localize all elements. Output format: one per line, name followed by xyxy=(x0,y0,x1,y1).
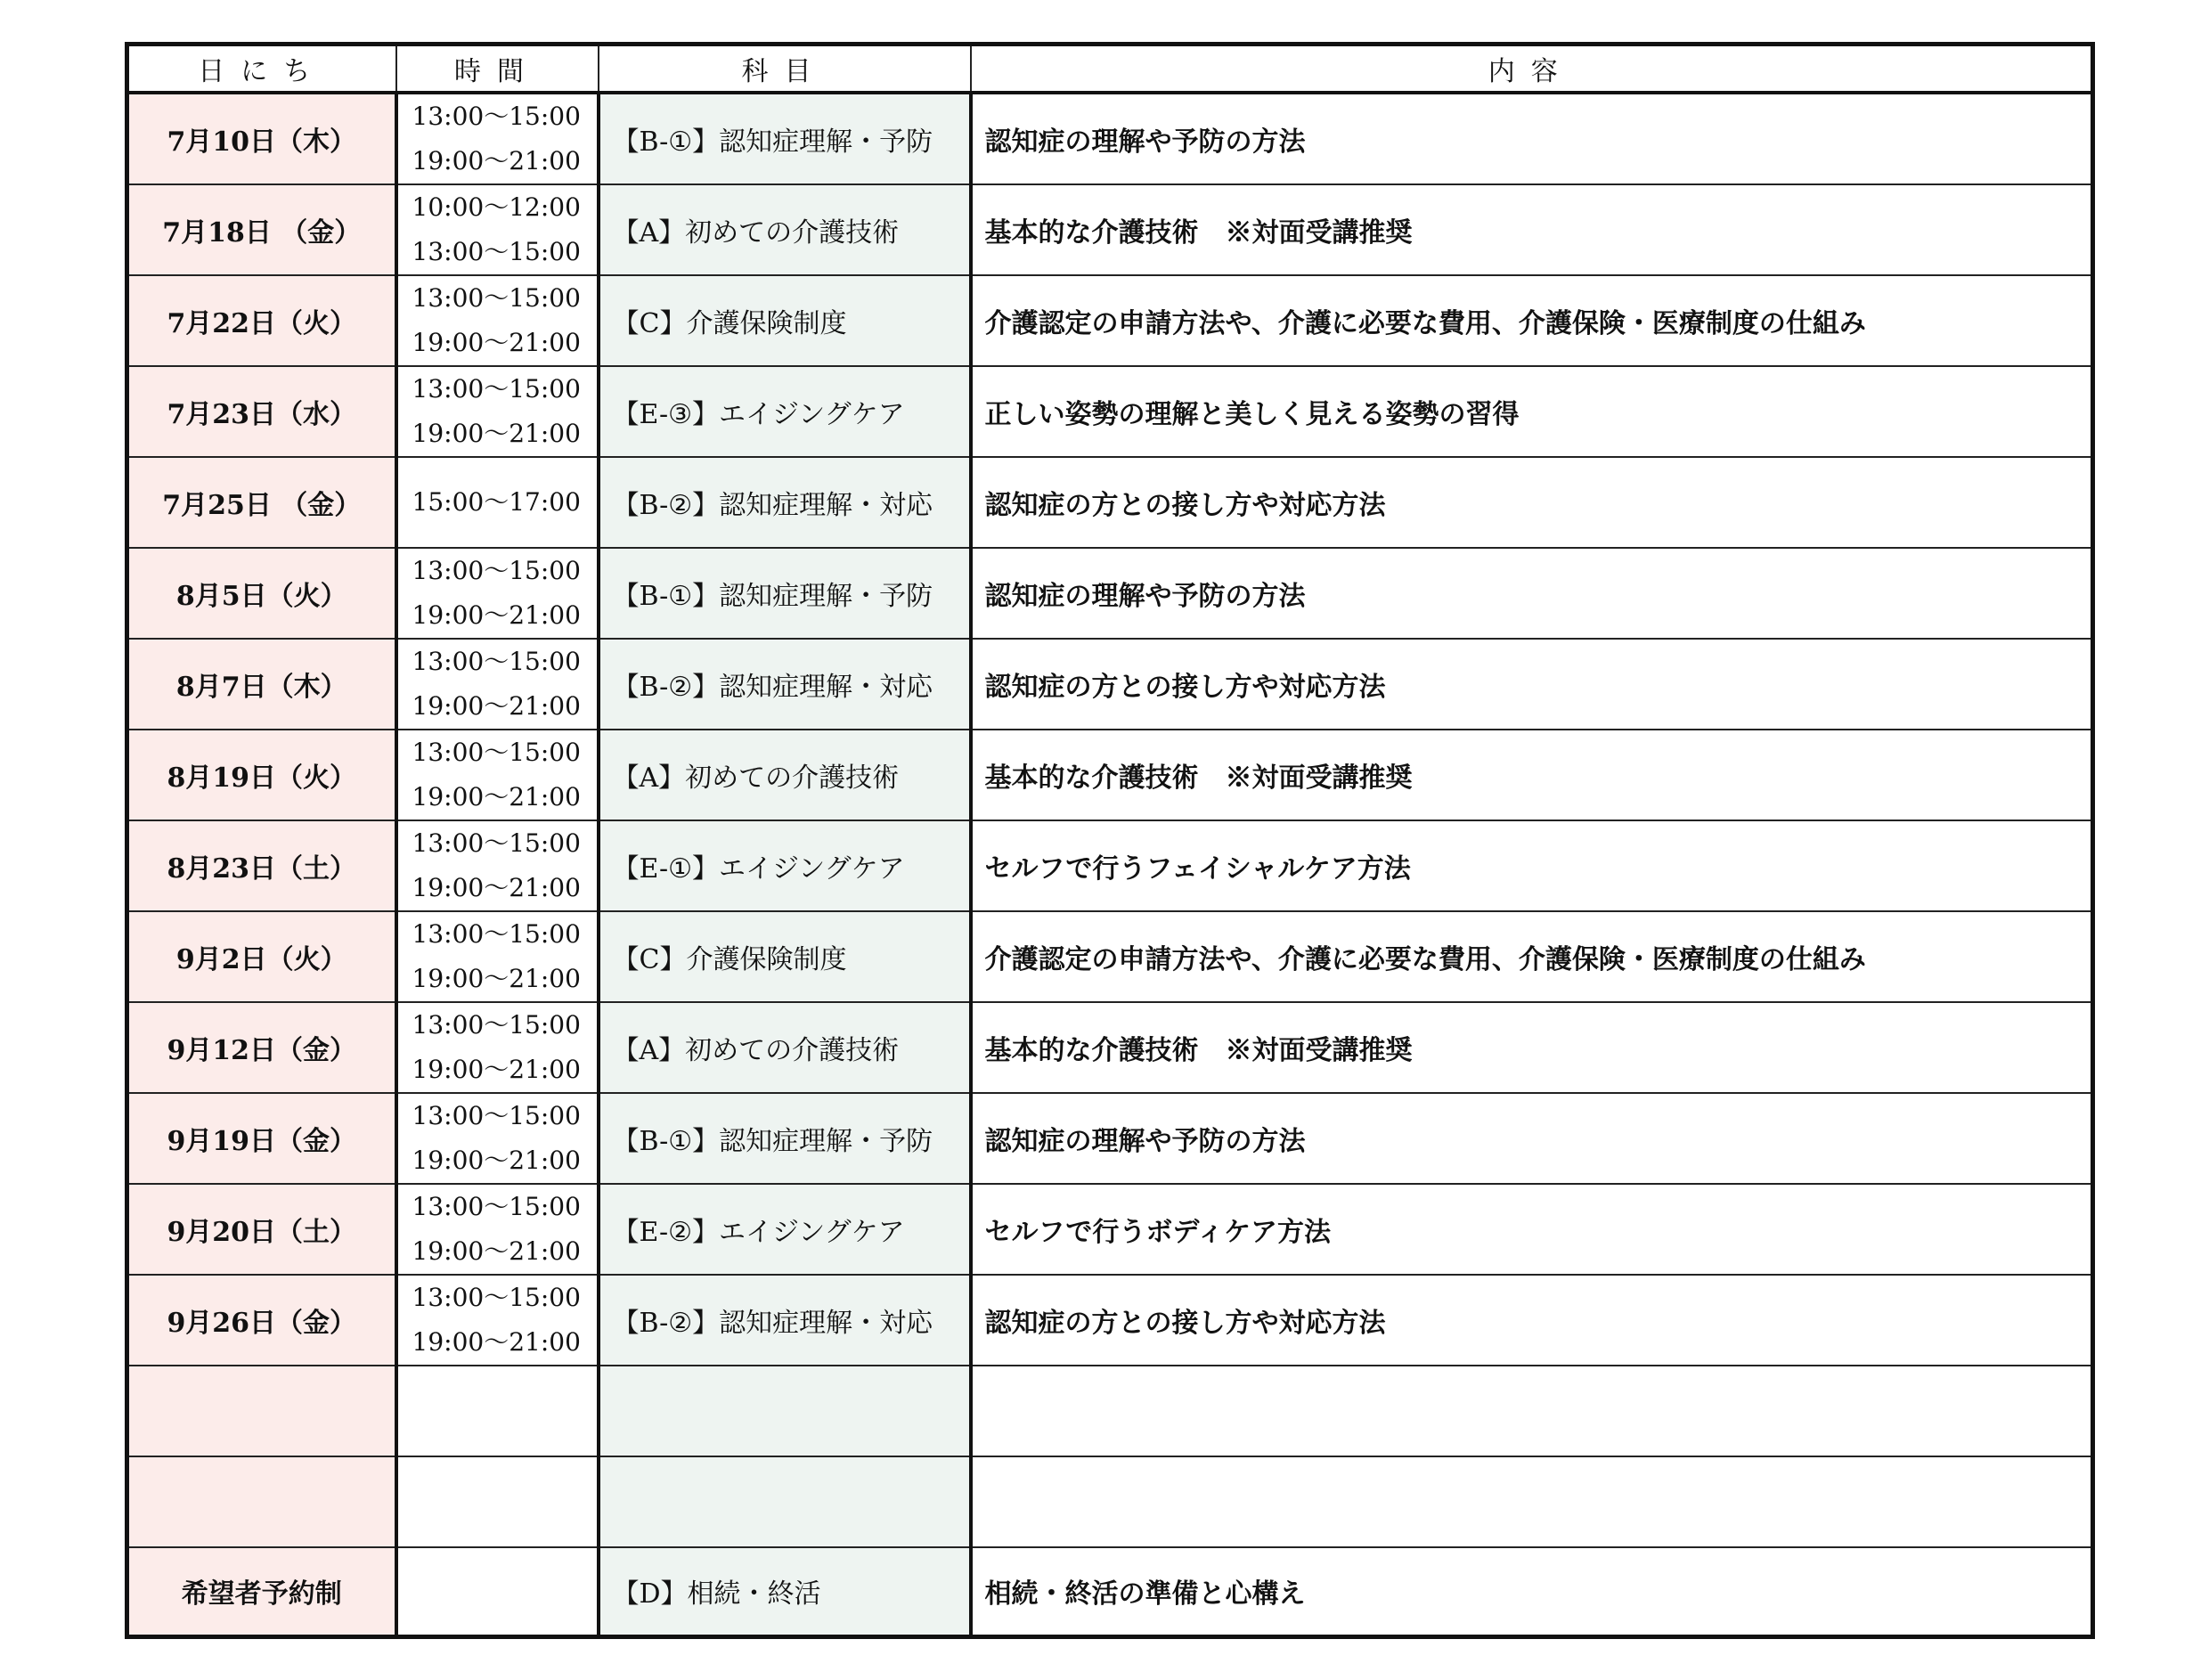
cell-subject: 【B-①】認知症理解・予防 xyxy=(599,1093,971,1184)
cell-time xyxy=(396,1275,599,1366)
cell-content: 介護認定の申請方法や、介護に必要な費用、介護保険・医療制度の仕組み xyxy=(971,911,2093,1002)
time-slot-2: 19:00～21:00 xyxy=(412,1236,581,1266)
header-row xyxy=(127,45,2093,94)
cell-content: 認知症の理解や予防の方法 xyxy=(971,93,2093,184)
cell-content: 認知症の方との接し方や対応方法 xyxy=(971,457,2093,548)
cell-date: 8月7日（木） xyxy=(127,639,396,730)
cell-subject: 【B-②】認知症理解・対応 xyxy=(599,639,971,730)
cell-subject: 【C】介護保険制度 xyxy=(599,911,971,1002)
time-slot-2: 19:00～21:00 xyxy=(412,964,581,993)
time-slot-2: 19:00～21:00 xyxy=(412,782,581,811)
cell-subject: 【A】初めての介護技術 xyxy=(599,184,971,275)
cell-subject xyxy=(599,1456,971,1547)
time-slot-1: 13:00～15:00 xyxy=(412,1192,581,1221)
cell-subject: 【E-②】エイジングケア xyxy=(599,1184,971,1275)
cell-time xyxy=(396,1456,599,1547)
cell-content: 正しい姿勢の理解と美しく見える姿勢の習得 xyxy=(971,366,2093,457)
time-slot-2: 19:00～21:00 xyxy=(412,328,581,357)
time-slot-1: 13:00～15:00 xyxy=(412,828,581,858)
cell-subject: 【B-①】認知症理解・予防 xyxy=(599,93,971,184)
table-row xyxy=(127,1275,2093,1366)
cell-subject: 【D】相続・終活 xyxy=(599,1547,971,1636)
cell-content: 介護認定の申請方法や、介護に必要な費用、介護保険・医療制度の仕組み xyxy=(971,275,2093,366)
time-slot-2: 19:00～21:00 xyxy=(412,1146,581,1175)
time-slot-1: 15:00～17:00 xyxy=(412,487,581,517)
time-slot-1: 13:00～15:00 xyxy=(412,1010,581,1040)
cell-date: 8月19日（火） xyxy=(127,730,396,820)
table-row xyxy=(127,1547,2093,1636)
cell-time xyxy=(396,93,599,184)
cell-subject: 【B-②】認知症理解・対応 xyxy=(599,457,971,548)
time-slot-1: 13:00～15:00 xyxy=(412,738,581,767)
cell-time xyxy=(396,1547,599,1636)
time-slot-1: 13:00～15:00 xyxy=(412,647,581,676)
table-row xyxy=(127,184,2093,275)
table-row xyxy=(127,1456,2093,1547)
cell-date xyxy=(127,1456,396,1547)
cell-time xyxy=(396,184,599,275)
cell-time xyxy=(396,1184,599,1275)
cell-time xyxy=(396,1366,599,1456)
table-row xyxy=(127,639,2093,730)
cell-time xyxy=(396,820,599,911)
table-row xyxy=(127,911,2093,1002)
cell-content: 基本的な介護技術 ※対面受講推奨 xyxy=(971,184,2093,275)
cell-subject xyxy=(599,1366,971,1456)
table-row xyxy=(127,1002,2093,1093)
table-row xyxy=(127,457,2093,548)
time-slot-1: 10:00～12:00 xyxy=(412,192,581,222)
table-row xyxy=(127,1093,2093,1184)
table-row xyxy=(127,548,2093,639)
cell-time xyxy=(396,457,599,548)
time-slot-1: 13:00～15:00 xyxy=(412,919,581,949)
cell-time xyxy=(396,548,599,639)
cell-time xyxy=(396,1002,599,1093)
cell-time xyxy=(396,366,599,457)
header-subject: 科目 xyxy=(599,45,971,94)
cell-content: セルフで行うボディケア方法 xyxy=(971,1184,2093,1275)
cell-date: 7月23日（水） xyxy=(127,366,396,457)
time-slot-1: 13:00～15:00 xyxy=(412,102,581,131)
cell-subject: 【B-②】認知症理解・対応 xyxy=(599,1275,971,1366)
cell-date: 9月26日（金） xyxy=(127,1275,396,1366)
table-row xyxy=(127,1184,2093,1275)
cell-time xyxy=(396,639,599,730)
cell-subject: 【A】初めての介護技術 xyxy=(599,1002,971,1093)
cell-time xyxy=(396,730,599,820)
table-row xyxy=(127,275,2093,366)
table-row xyxy=(127,93,2093,184)
header-content: 内容 xyxy=(971,45,2093,94)
time-slot-1: 13:00～15:00 xyxy=(412,1283,581,1312)
table-row xyxy=(127,366,2093,457)
cell-date: 7月18日 （金） xyxy=(127,184,396,275)
schedule-header xyxy=(127,45,2093,94)
cell-time xyxy=(396,275,599,366)
cell-date: 7月10日（木） xyxy=(127,93,396,184)
cell-time xyxy=(396,911,599,1002)
cell-content: 認知症の理解や予防の方法 xyxy=(971,548,2093,639)
cell-date: 希望者予約制 xyxy=(127,1547,396,1636)
cell-date: 9月12日（金） xyxy=(127,1002,396,1093)
schedule-body xyxy=(127,93,2093,1636)
header-date: 日にち xyxy=(127,45,396,94)
time-slot-2: 19:00～21:00 xyxy=(412,873,581,902)
cell-subject: 【E-①】エイジングケア xyxy=(599,820,971,911)
table-row xyxy=(127,730,2093,820)
time-slot-1: 13:00～15:00 xyxy=(412,556,581,585)
time-slot-2: 19:00～21:00 xyxy=(412,419,581,448)
schedule-table xyxy=(125,42,2095,1639)
cell-content: 認知症の理解や予防の方法 xyxy=(971,1093,2093,1184)
table-row xyxy=(127,820,2093,911)
cell-date: 9月20日（土） xyxy=(127,1184,396,1275)
cell-content xyxy=(971,1456,2093,1547)
cell-subject: 【E-③】エイジングケア xyxy=(599,366,971,457)
cell-content: 基本的な介護技術 ※対面受講推奨 xyxy=(971,730,2093,820)
cell-date: 7月22日（火） xyxy=(127,275,396,366)
time-slot-2: 19:00～21:00 xyxy=(412,691,581,721)
cell-date: 9月19日（金） xyxy=(127,1093,396,1184)
time-slot-2: 19:00～21:00 xyxy=(412,1327,581,1357)
cell-content: 基本的な介護技術 ※対面受講推奨 xyxy=(971,1002,2093,1093)
time-slot-2: 13:00～15:00 xyxy=(412,237,581,266)
cell-content: 認知症の方との接し方や対応方法 xyxy=(971,639,2093,730)
time-slot-1: 13:00～15:00 xyxy=(412,283,581,313)
cell-content xyxy=(971,1366,2093,1456)
cell-date: 7月25日 （金） xyxy=(127,457,396,548)
cell-subject: 【B-①】認知症理解・予防 xyxy=(599,548,971,639)
cell-subject: 【A】初めての介護技術 xyxy=(599,730,971,820)
cell-date: 9月2日（火） xyxy=(127,911,396,1002)
cell-date: 8月23日（土） xyxy=(127,820,396,911)
table-row xyxy=(127,1366,2093,1456)
cell-content: セルフで行うフェイシャルケア方法 xyxy=(971,820,2093,911)
header-time: 時間 xyxy=(396,45,599,94)
time-slot-2: 19:00～21:00 xyxy=(412,600,581,630)
cell-date xyxy=(127,1366,396,1456)
cell-time xyxy=(396,1093,599,1184)
cell-content: 相続・終活の準備と心構え xyxy=(971,1547,2093,1636)
cell-date: 8月5日（火） xyxy=(127,548,396,639)
time-slot-2: 19:00～21:00 xyxy=(412,146,581,175)
cell-content: 認知症の方との接し方や対応方法 xyxy=(971,1275,2093,1366)
time-slot-1: 13:00～15:00 xyxy=(412,1101,581,1130)
time-slot-2: 19:00～21:00 xyxy=(412,1055,581,1084)
time-slot-1: 13:00～15:00 xyxy=(412,374,581,404)
cell-subject: 【C】介護保険制度 xyxy=(599,275,971,366)
